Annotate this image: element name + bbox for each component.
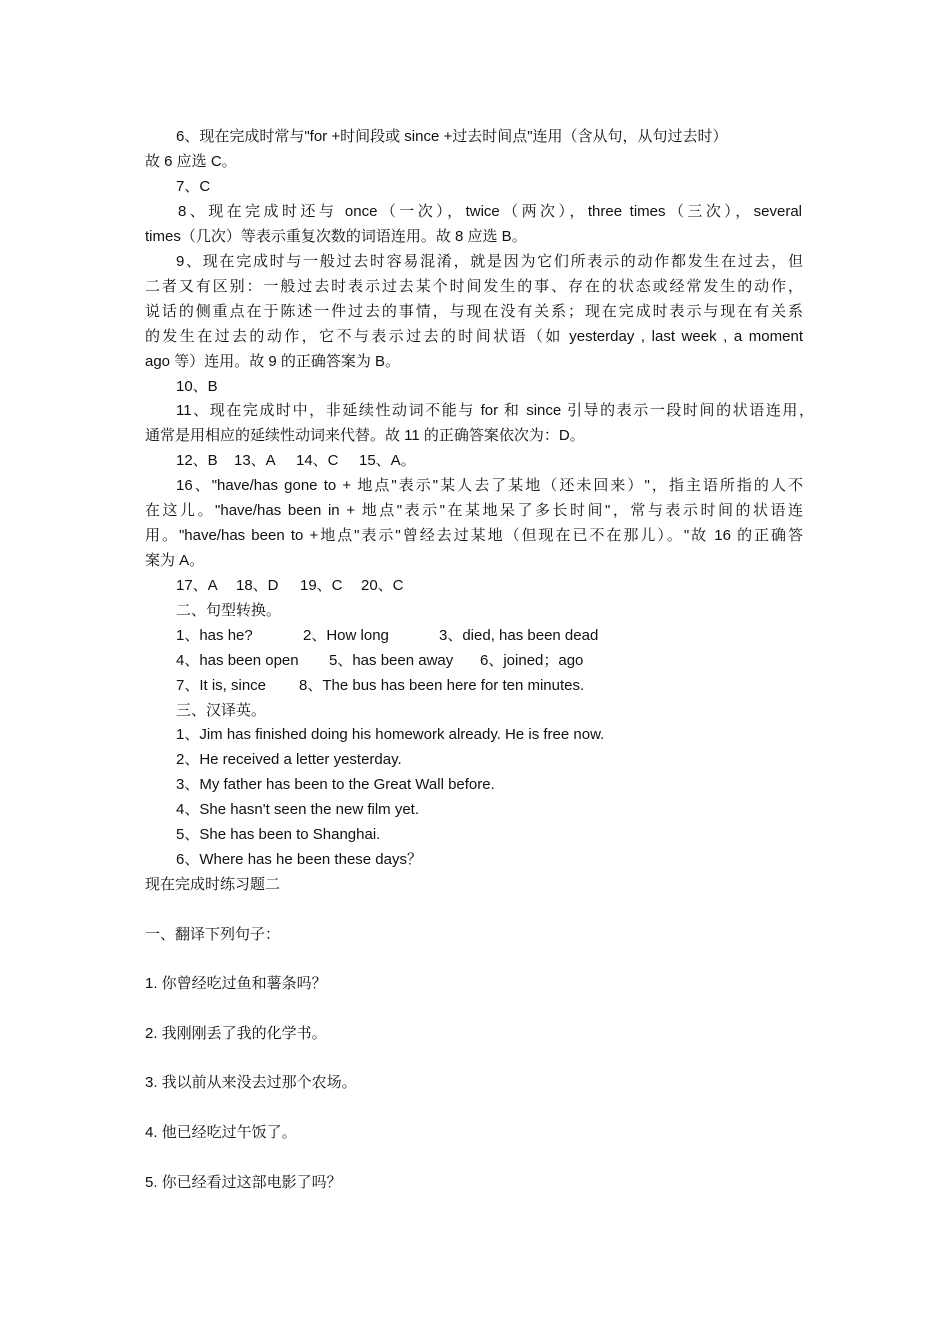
answer-11-line-2: 通常是用相应的延续性动词来代替。故 11 的正确答案依次为：D。: [145, 427, 585, 444]
s3-answer-3: 3、My father has been to the Great Wall before.: [176, 776, 495, 793]
answer-19: 19、C: [300, 577, 343, 594]
answer-9-line-1: 9、现在完成时与一般过去时容易混淆，就是因为它们所表示的动作都发生在过去，但: [176, 253, 803, 270]
section-2-row-1: [176, 625, 598, 647]
question-1: 1. 你曾经吃过鱼和薯条吗？: [145, 975, 327, 992]
answer-16-line-4: 案为 A。: [145, 552, 205, 569]
answer-15: 15、A。: [359, 452, 416, 469]
answer-8-line-1: 8、现在完成时还与 once（一次），twice（两次），three times（三次），several: [178, 203, 802, 220]
s2-answer-1: 1、has he?: [176, 627, 253, 644]
answer-6-line-1: 6、现在完成时常与"for +时间段或 since +过去时间点"连用（含从句，从句过去时）: [176, 128, 728, 145]
answer-9-line-4: 的发生在过去的动作，它不与表示过去的时间状语（如 yesterday , last week , a moment: [145, 328, 803, 345]
question-4: 4. 他已经吃过午饭了。: [145, 1124, 297, 1141]
answer-17: 17、A: [176, 577, 218, 594]
answer-9-line-3: 说话的侧重点在于陈述一件过去的事情，与现在没有关系；现在完成时表示与现在有关系: [145, 303, 803, 320]
exercise-2-title: 现在完成时练习题二: [145, 876, 281, 893]
s2-answer-3: 3、died, has been dead: [439, 627, 599, 644]
s3-answer-4: 4、She hasn't seen the new film yet.: [176, 801, 419, 818]
s3-answer-2: 2、He received a letter yesterday.: [176, 751, 402, 768]
answers-12-15: [176, 450, 416, 472]
section-3-heading: 三、汉译英。: [176, 702, 267, 719]
answer-14: 14、C: [296, 452, 339, 469]
answer-16-line-2: 在这儿。"have/has been in + 地点"表示"在某地呆了多长时间"，常与表示时间的状语连: [145, 502, 803, 519]
s3-answer-5: 5、She has been to Shanghai.: [176, 826, 381, 843]
section-2-heading: 二、句型转换。: [176, 602, 282, 619]
answer-16-line-1: 16、"have/has gone to + 地点"表示"某人去了某地（还未回来）"，指主语所指的人不: [176, 477, 803, 494]
answer-20: 20、C: [361, 577, 404, 594]
answer-9-line-2: 二者又有区别：一般过去时表示过去某个时间发生的事、存在的状态或经常发生的动作，: [145, 278, 803, 295]
answer-10: 10、B: [176, 378, 218, 395]
answers-17-20: [176, 575, 404, 597]
answer-12: 12、B: [176, 452, 218, 469]
answer-8-line-2: times（几次）等表示重复次数的词语连用。故 8 应选 B。: [145, 228, 527, 245]
answer-7: 7、C: [176, 178, 211, 195]
question-3: 3. 我以前从来没去过那个农场。: [145, 1074, 357, 1091]
s3-answer-1: 1、Jim has finished doing his homework already. He is free now.: [176, 726, 605, 743]
exercise-2-heading: 一、翻译下列句子：: [145, 926, 281, 943]
s3-answer-6: 6、Where has he been these days？: [176, 851, 422, 868]
answer-18: 18、D: [236, 577, 279, 594]
section-2-row-2: [176, 650, 583, 672]
answer-11-line-1: 11、现在完成时中，非延续性动词不能与 for 和 since 引导的表示一段时间的状语连用，: [176, 402, 814, 419]
answer-6-line-2: 故 6 应选 C。: [145, 153, 237, 170]
answer-16-line-3: 用。"have/has been to +地点"表示"曾经去过某地（但现在已不在那儿）。"故 16 的正确答: [145, 527, 803, 544]
question-5: 5. 你已经看过这部电影了吗？: [145, 1174, 342, 1191]
answer-9-line-5: ago 等）连用。故 9 的正确答案为 B。: [145, 353, 401, 370]
s2-answer-6: 6、joined；ago: [480, 652, 584, 669]
s2-answer-8: 8、The bus has been here for ten minutes.: [299, 677, 585, 694]
answer-13: 13、A: [234, 452, 276, 469]
s2-answer-5: 5、has been away: [329, 652, 454, 669]
s2-answer-7: 7、It is, since: [176, 677, 267, 694]
question-2: 2. 我刚刚丢了我的化学书。: [145, 1025, 327, 1042]
s2-answer-2: 2、How long: [303, 627, 389, 644]
section-2-row-3: [176, 675, 584, 697]
s2-answer-4: 4、has been open: [176, 652, 299, 669]
